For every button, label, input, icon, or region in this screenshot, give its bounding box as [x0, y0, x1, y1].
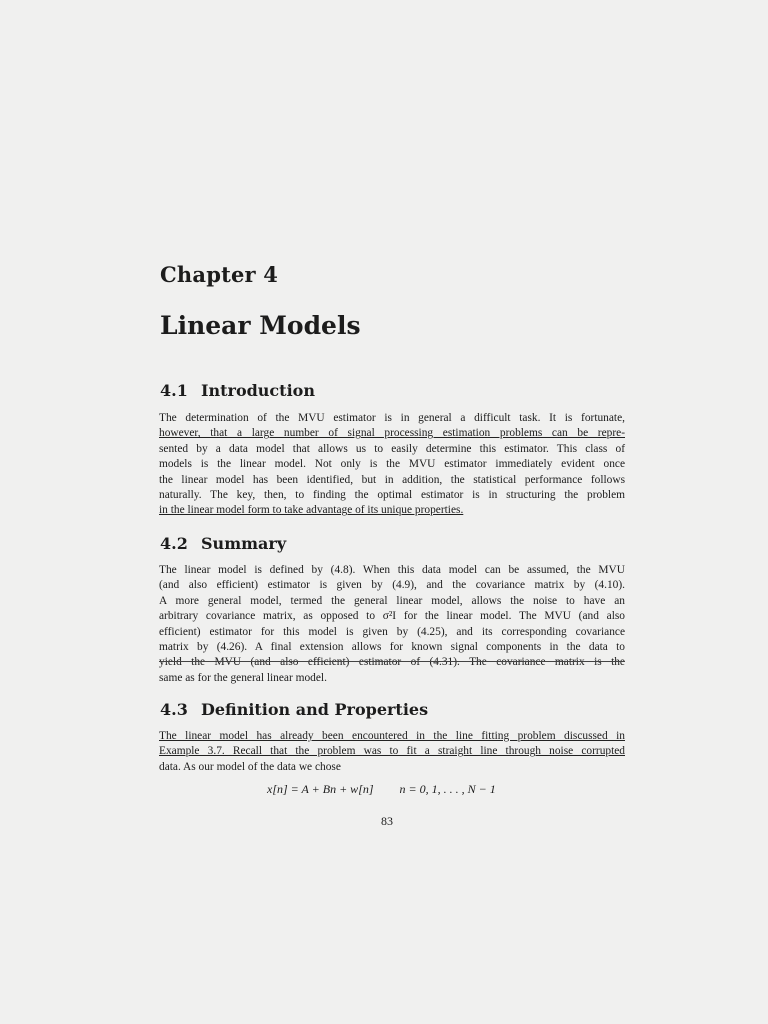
section-title: Introduction	[201, 381, 315, 400]
section-number: 4.1	[160, 381, 188, 400]
paragraph-line: sented by a data model that allows us to easily determine this estimator. This class of	[159, 442, 625, 455]
paragraph-line: data. As our model of the data we chose	[159, 760, 341, 773]
equation-range: n = 0, 1, . . . , N − 1	[399, 782, 496, 796]
paragraph-line: models is the linear model. Not only is the MVU estimator immediately evident once	[159, 458, 625, 471]
paragraph-line: in the linear model form to take advantage of its unique properties.	[159, 504, 464, 517]
equation-expression: x[n] = A + Bn + w[n]	[267, 782, 374, 796]
section-heading-introduction	[160, 381, 315, 400]
paragraph-line: matrix by (4.26). A final extension allows for known signal components in the data to	[159, 640, 625, 653]
paragraph-line: arbitrary covariance matrix, as opposed to σ²I for the linear model. The MVU (and also	[159, 610, 625, 623]
paragraph-line: efficient) estimator for this model is given by (4.25), and its corresponding covariance	[159, 625, 625, 638]
paragraph-line: A more general model, termed the general linear model, allows the noise to have an	[159, 594, 625, 607]
chapter-label: Chapter 4	[160, 262, 279, 287]
paragraph-line: however, that a large number of signal processing estimation problems can be repre-	[159, 427, 625, 440]
paragraph-line: yield the MVU (and also efficient) estimator of (4.31). The covariance matrix is the	[159, 656, 625, 669]
paragraph-line: (and also efficient) estimator is given by (4.9), and the covariance matrix by (4.10).	[159, 579, 625, 592]
section-title: Summary	[201, 534, 287, 553]
definition-paragraph	[159, 729, 625, 775]
introduction-paragraph	[159, 411, 625, 519]
paragraph-line: same as for the general linear model.	[159, 671, 327, 684]
equation	[267, 782, 496, 797]
page-number: 83	[381, 814, 393, 828]
section-number: 4.3	[160, 700, 188, 719]
section-title: Definition and Properties	[201, 700, 429, 719]
summary-paragraph	[159, 563, 625, 686]
paragraph-line: Example 3.7. Recall that the problem was to fit a straight line through noise corrupted	[159, 745, 625, 758]
section-heading-summary	[160, 534, 286, 553]
section-number: 4.2	[160, 534, 188, 553]
paragraph-line: naturally. The key, then, to finding the optimal estimator is in structuring the problem	[159, 488, 625, 501]
section-heading-definition	[160, 700, 428, 719]
paragraph-line: The linear model is defined by (4.8). When this data model can be assumed, the MVU	[159, 564, 625, 576]
paragraph-line: The linear model has already been encountered in the line fitting problem discussed in	[159, 730, 625, 742]
paragraph-line: The determination of the MVU estimator is in general a difficult task. It is fortunate,	[159, 412, 625, 424]
paragraph-line: the linear model has been identified, but in addition, the statistical performance follows	[159, 473, 625, 486]
chapter-title: Linear Models	[160, 311, 361, 340]
